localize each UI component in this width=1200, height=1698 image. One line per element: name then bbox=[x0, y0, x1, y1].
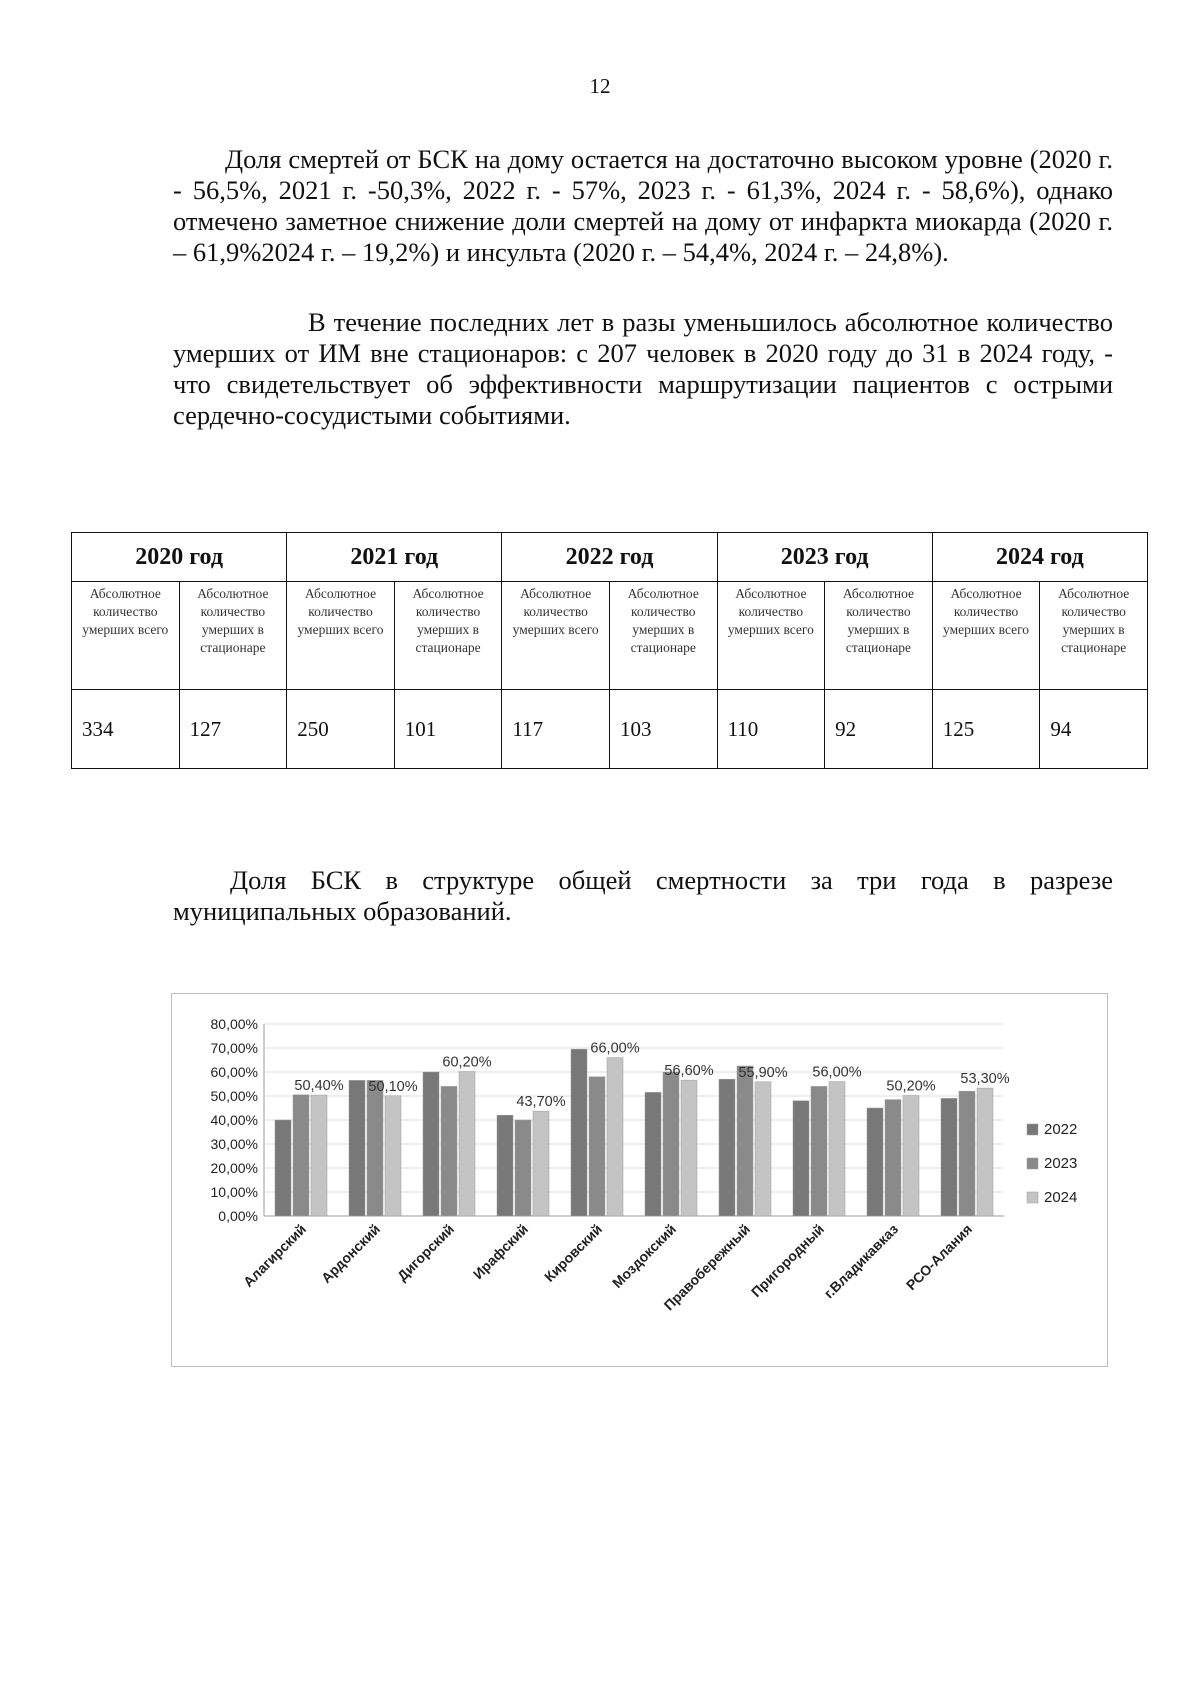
table-row bbox=[72, 690, 1148, 769]
category-label: Ирафский bbox=[469, 1220, 532, 1283]
subheader-hospital: Абсолютное количество умерших в стационаре bbox=[179, 582, 287, 690]
subheader-hospital: Абсолютное количество умерших в стационаре bbox=[394, 582, 502, 690]
bar-2024 bbox=[459, 1072, 475, 1216]
table-cell: 101 bbox=[394, 690, 502, 769]
data-label: 43,70% bbox=[516, 1094, 566, 1111]
category-label: Моздокский bbox=[608, 1220, 680, 1291]
subheader-hospital: Абсолютное количество умерших в стационаре bbox=[609, 582, 717, 690]
y-tick-label: 40,00% bbox=[210, 1112, 258, 1128]
data-label: 50,10% bbox=[368, 1078, 418, 1095]
table-cell: 250 bbox=[287, 690, 395, 769]
legend-swatch bbox=[1027, 1192, 1038, 1203]
table-cell: 117 bbox=[502, 690, 610, 769]
bar-2024 bbox=[829, 1082, 845, 1216]
category-label: Кировский bbox=[541, 1220, 606, 1285]
chart-canvas bbox=[172, 994, 1107, 1366]
table-cell: 127 bbox=[179, 690, 287, 769]
data-label: 60,20% bbox=[442, 1054, 492, 1071]
subheader-total: Абсолютное количество умерших всего bbox=[717, 582, 825, 690]
bar-2024 bbox=[311, 1095, 327, 1216]
paragraph-chart-caption-text: Доля БСК в структуре общей смертности за три года в разрезе муниципальных образований. bbox=[173, 865, 1113, 926]
paragraph-home-deaths-text: Доля смертей от БСК на дому остается на достаточно высоком уровне (2020 г. - 56,5%, 2021 г. -50,3%, 2022 г. - 57%, 2023 г. - 61,3%, 2024 г. - 58,6%), однако отмечено заметное снижение доли смертей на дому от инфаркта миокарда (2020 г. – 61,9%2024 г. – 19,2%) и инсульта (2020 г. – 54,4%, 2024 г. – 24,8%). bbox=[173, 144, 1113, 267]
data-label: 50,20% bbox=[886, 1078, 936, 1095]
table-cell: 110 bbox=[717, 690, 825, 769]
table-cell: 94 bbox=[1040, 690, 1148, 769]
year-header: 2023 год bbox=[717, 533, 932, 582]
legend-label: 2023 bbox=[1044, 1155, 1078, 1172]
paragraph-home-deaths bbox=[173, 144, 1113, 268]
year-header: 2021 год bbox=[287, 533, 502, 582]
bar-2023 bbox=[293, 1095, 309, 1216]
legend-label: 2022 bbox=[1044, 1121, 1078, 1138]
year-header: 2024 год bbox=[932, 533, 1147, 582]
y-tick-label: 70,00% bbox=[210, 1040, 258, 1056]
bsk-share-chart bbox=[171, 993, 1108, 1367]
subheader-total: Абсолютное количество умерших всего bbox=[72, 582, 180, 690]
bar-2023 bbox=[589, 1077, 605, 1216]
table-cell: 334 bbox=[72, 690, 180, 769]
bar-2023 bbox=[515, 1120, 531, 1216]
category-label: Алагирский bbox=[239, 1220, 310, 1290]
paragraph-chart-caption bbox=[173, 865, 1113, 927]
bar-2024 bbox=[977, 1088, 993, 1216]
subheader-total: Абсолютное количество умерших всего bbox=[287, 582, 395, 690]
bar-2023 bbox=[441, 1086, 457, 1216]
bar-2022 bbox=[867, 1108, 883, 1216]
table-subheader-row bbox=[72, 582, 1148, 690]
data-label: 55,90% bbox=[738, 1064, 788, 1081]
bar-2022 bbox=[645, 1092, 661, 1216]
y-tick-label: 30,00% bbox=[210, 1136, 258, 1152]
y-tick-label: 0,00% bbox=[218, 1208, 258, 1224]
y-tick-label: 10,00% bbox=[210, 1184, 258, 1200]
deaths-table bbox=[71, 532, 1148, 769]
bar-2022 bbox=[349, 1080, 365, 1216]
subheader-total: Абсолютное количество умерших всего bbox=[502, 582, 610, 690]
paragraph-mi-deaths bbox=[173, 307, 1113, 431]
legend-label: 2024 bbox=[1044, 1189, 1078, 1206]
table-cell: 103 bbox=[609, 690, 717, 769]
bar-2022 bbox=[793, 1101, 809, 1216]
year-header: 2022 год bbox=[502, 533, 717, 582]
y-tick-label: 50,00% bbox=[210, 1088, 258, 1104]
legend-swatch bbox=[1027, 1124, 1038, 1135]
subheader-hospital: Абсолютное количество умерших в стационаре bbox=[825, 582, 933, 690]
category-label: Правобережный bbox=[660, 1220, 754, 1314]
page-number: 12 bbox=[589, 74, 611, 98]
bar-2022 bbox=[719, 1079, 735, 1216]
bar-2023 bbox=[367, 1080, 383, 1216]
table-cell: 92 bbox=[825, 690, 933, 769]
bar-2023 bbox=[959, 1091, 975, 1216]
bar-2024 bbox=[385, 1096, 401, 1216]
y-tick-label: 20,00% bbox=[210, 1160, 258, 1176]
legend-swatch bbox=[1027, 1158, 1038, 1169]
bar-2024 bbox=[533, 1111, 549, 1216]
bar-2022 bbox=[275, 1120, 291, 1216]
bar-2022 bbox=[941, 1098, 957, 1216]
bar-2023 bbox=[663, 1072, 679, 1216]
table-header-row bbox=[72, 533, 1148, 582]
data-label: 66,00% bbox=[590, 1040, 640, 1057]
subheader-total: Абсолютное количество умерших всего bbox=[932, 582, 1040, 690]
data-label: 56,00% bbox=[812, 1064, 862, 1081]
subheader-hospital: Абсолютное количество умерших в стационаре bbox=[1040, 582, 1148, 690]
category-label: РСО-Алания bbox=[902, 1220, 976, 1294]
bar-2024 bbox=[607, 1058, 623, 1216]
bar-2023 bbox=[885, 1100, 901, 1216]
bar-2024 bbox=[681, 1080, 697, 1216]
bar-2023 bbox=[737, 1066, 753, 1216]
y-tick-label: 80,00% bbox=[210, 1016, 258, 1032]
category-label: г.Владикавказ bbox=[820, 1220, 902, 1302]
data-label: 50,40% bbox=[294, 1078, 344, 1095]
bar-2023 bbox=[811, 1086, 827, 1216]
bar-2022 bbox=[497, 1115, 513, 1216]
category-label: Пригородный bbox=[747, 1220, 828, 1301]
category-label: Ардонский bbox=[317, 1220, 384, 1287]
paragraph-mi-deaths-text: В течение последних лет в разы уменьшилось абсолютное количество умерших от ИМ вне стационаров: с 207 человек в 2020 году до 31 в 2024 году, - что свидетельствует об эффективности маршрутизации пациентов с острыми сердечно-сосудистыми событиями. bbox=[173, 307, 1113, 430]
bar-2024 bbox=[755, 1082, 771, 1216]
data-label: 56,60% bbox=[664, 1063, 714, 1080]
year-header: 2020 год bbox=[72, 533, 287, 582]
data-label: 53,30% bbox=[960, 1071, 1010, 1088]
bar-2022 bbox=[571, 1049, 587, 1216]
table-cell: 125 bbox=[932, 690, 1040, 769]
bar-2022 bbox=[423, 1072, 439, 1216]
category-label: Дигорский bbox=[393, 1220, 458, 1284]
y-tick-label: 60,00% bbox=[210, 1064, 258, 1080]
bar-2024 bbox=[903, 1096, 919, 1216]
